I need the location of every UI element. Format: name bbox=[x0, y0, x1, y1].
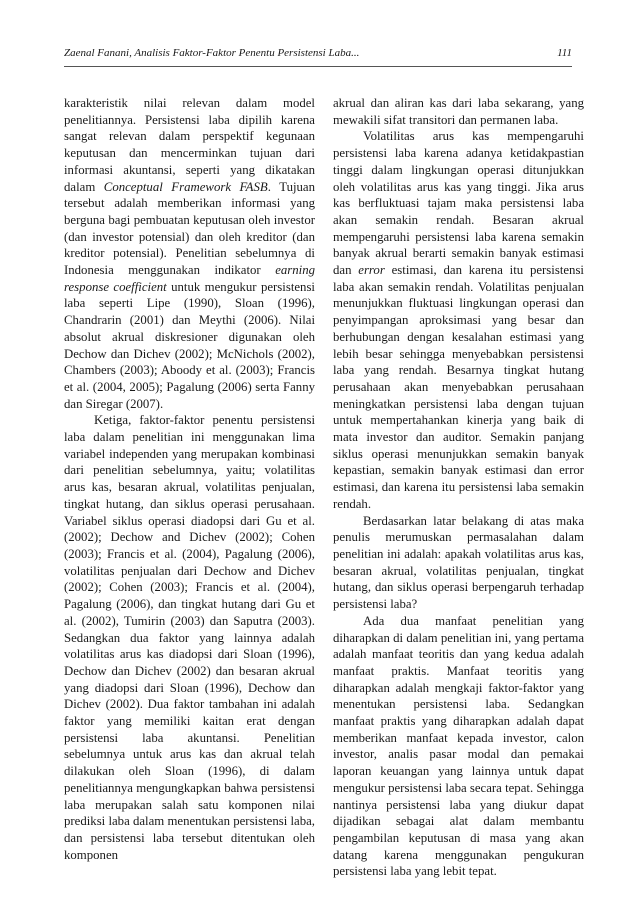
text-segment: karakteristik nilai relevan dalam model penelitiannya. Persistensi laba dipilih karena sangat relevan dalam perspektif kegunaan keputusan dan mencerminkan tujuan dari informasi akuntansi, seperti yang dikatakan dalam bbox=[64, 96, 315, 194]
paragraph-volatility bbox=[333, 128, 584, 512]
italic-term: earning response coefficient bbox=[64, 263, 315, 294]
paragraph-continuation: akrual dan aliran kas dari laba sekarang, yang mewakili sifat transitori dan permanen laba. bbox=[333, 96, 584, 127]
paragraph-benefits: Ada dua manfaat penelitian yang diharapkan di dalam penelitian ini, yang pertama adalah manfaat teoritis dan yang kedua adalah manfaat praktis. Manfaat teoritis yang diharapkan adalah mengkaji faktor-faktor yang menentukan persistensi laba. Sedangkan manfaat praktis yang diharapkan adalah dapat memberikan manfaat kepada investor, calon investor, analis pasar modal dan pemakai laporan keuangan yang lainnya untuk dapat mengukur persistensi laba secara tepat. Sehingga nantinya persistensi laba yang diukur dapat dijadikan sebagai alat dalam membantu pengambilan keputusan di masa yang akan datang karena menggunakan pengukuran persistensi laba yang lebit tepat. bbox=[333, 613, 584, 879]
paragraph-third-factors: Ketiga, faktor-faktor penentu persistensi laba dalam penelitian ini menggunakan lima variabel independen yang merupakan kombinasi dari penelitian sebelumnya, yaitu; volatilitas arus kas, besaran akrual, volatilitas penjualan, tingkat hutang, dan siklus operasi perusahaan. Variabel siklus operasi diadopsi dari Gu et al. (2002); Dechow and Dichev (2002); Cohen (2003); Francis et al. (2004), Pagalung (2006), volatilitas penjualan dari Dechow and Dichev (2002); Cohen (2003); Francis et al. (2004), Pagalung (2006), dan tingkat hutang dari Gu et al. (2002), Tumirin (2003) dan Saputra (2003). Sedangkan dua faktor yang lainnya adalah volatilitas arus kas diadopsi dari Sloan (1996), Dechow dan Dichev (2002) dan besaran akrual yang diadopsi dari Sloan (1996), Dechow dan Dichev (2002). Dua faktor tambahan ini adalah faktor yang memiliki kaitan erat dengan persistensi laba akuntansi. Penelitian sebelumnya untuk arus kas dan akrual telah dilakukan oleh Sloan (1996), di dalam penelitiannya mengungkapkan bahwa persistensi laba merupakan salah satu komponen nilai prediksi laba dalam menentukan persistensi laba, dan persistensi laba tersebut ditentukan oleh komponen bbox=[64, 413, 315, 862]
running-title: Zaenal Fanani, Analisis Faktor-Faktor Penentu Persistensi Laba... bbox=[64, 47, 360, 59]
text-segment: . Tujuan tersebut adalah memberikan informasi yang berguna bagi pembuatan keputusan oleh investor (dan investor potensial) dan oleh kreditor (dan kreditor potensial). Penelitian sebelumnya di Indonesia menggunakan indikator bbox=[64, 179, 315, 278]
running-header bbox=[64, 47, 572, 65]
text-segment: untuk mengukur persistensi laba seperti Lipe (1990), Sloan (1996), Chandrarin (2001) dan Meythi (2006). Nilai absolut akrual diskresioner digunakan oleh Dechow dan Dichev (2002); McNichols (2002), Chambers (2003); Aboody et al. (2003); Francis et al. (2004, 2005); Pagalung (2006) serta Fanny dan Siregar (2007). bbox=[64, 279, 315, 411]
text-segment: estimasi, dan karena itu persistensi laba akan semakin rendah. Volatilitas penjualan menunjukkan fluktuasi lingkungan operasi dan penyimpangan aproksimasi yang besar dan berhubungan dengan kesalahan estimasi yang lebih besar sehingga menyebabkan persistensi laba yang rendah. Besarnya tingkat hutang perusahaan akan menyebabkan perusahaan meningkatkan persistensi laba dengan tujuan untuk mempertahankan kinerja yang baik di mata investor dan auditor. Semakin panjang siklus operasi menunjukkan semakin banyak kepastian, semakin banyak estimasi dan error estimasi, dan karena itu persistensi laba semakin rendah. bbox=[333, 263, 584, 511]
paragraph-relevance bbox=[64, 95, 315, 412]
header-divider bbox=[64, 66, 572, 67]
paragraph-problem-statement: Berdasarkan latar belakang di atas maka penulis merumuskan permasalahan dalam penelitian ini adalah: apakah volatilitas arus kas, besaran akrual, volatilitas penjualan, tingkat hutang, dan siklus operasi berpengaruh terhadap persistensi laba? bbox=[333, 513, 584, 612]
page-number: 111 bbox=[557, 47, 572, 59]
italic-term: Conceptual Framework FASB bbox=[103, 179, 268, 194]
right-column bbox=[333, 95, 584, 880]
left-column bbox=[64, 95, 315, 863]
text-segment: Volatilitas arus kas mempengaruhi persistensi laba karena adanya ketidakpastian tinggi dalam lingkungan operasi ditunjukkan oleh volatilitas arus kas yang tinggi. Jika arus kas berfluktuasi tajam maka persistensi laba akan semakin rendah. Besaran akrual mempengaruhi persistensi laba karena semakin banyak akrual berarti semakin banyak estimasi dan bbox=[333, 129, 584, 278]
italic-term: error bbox=[358, 263, 385, 278]
